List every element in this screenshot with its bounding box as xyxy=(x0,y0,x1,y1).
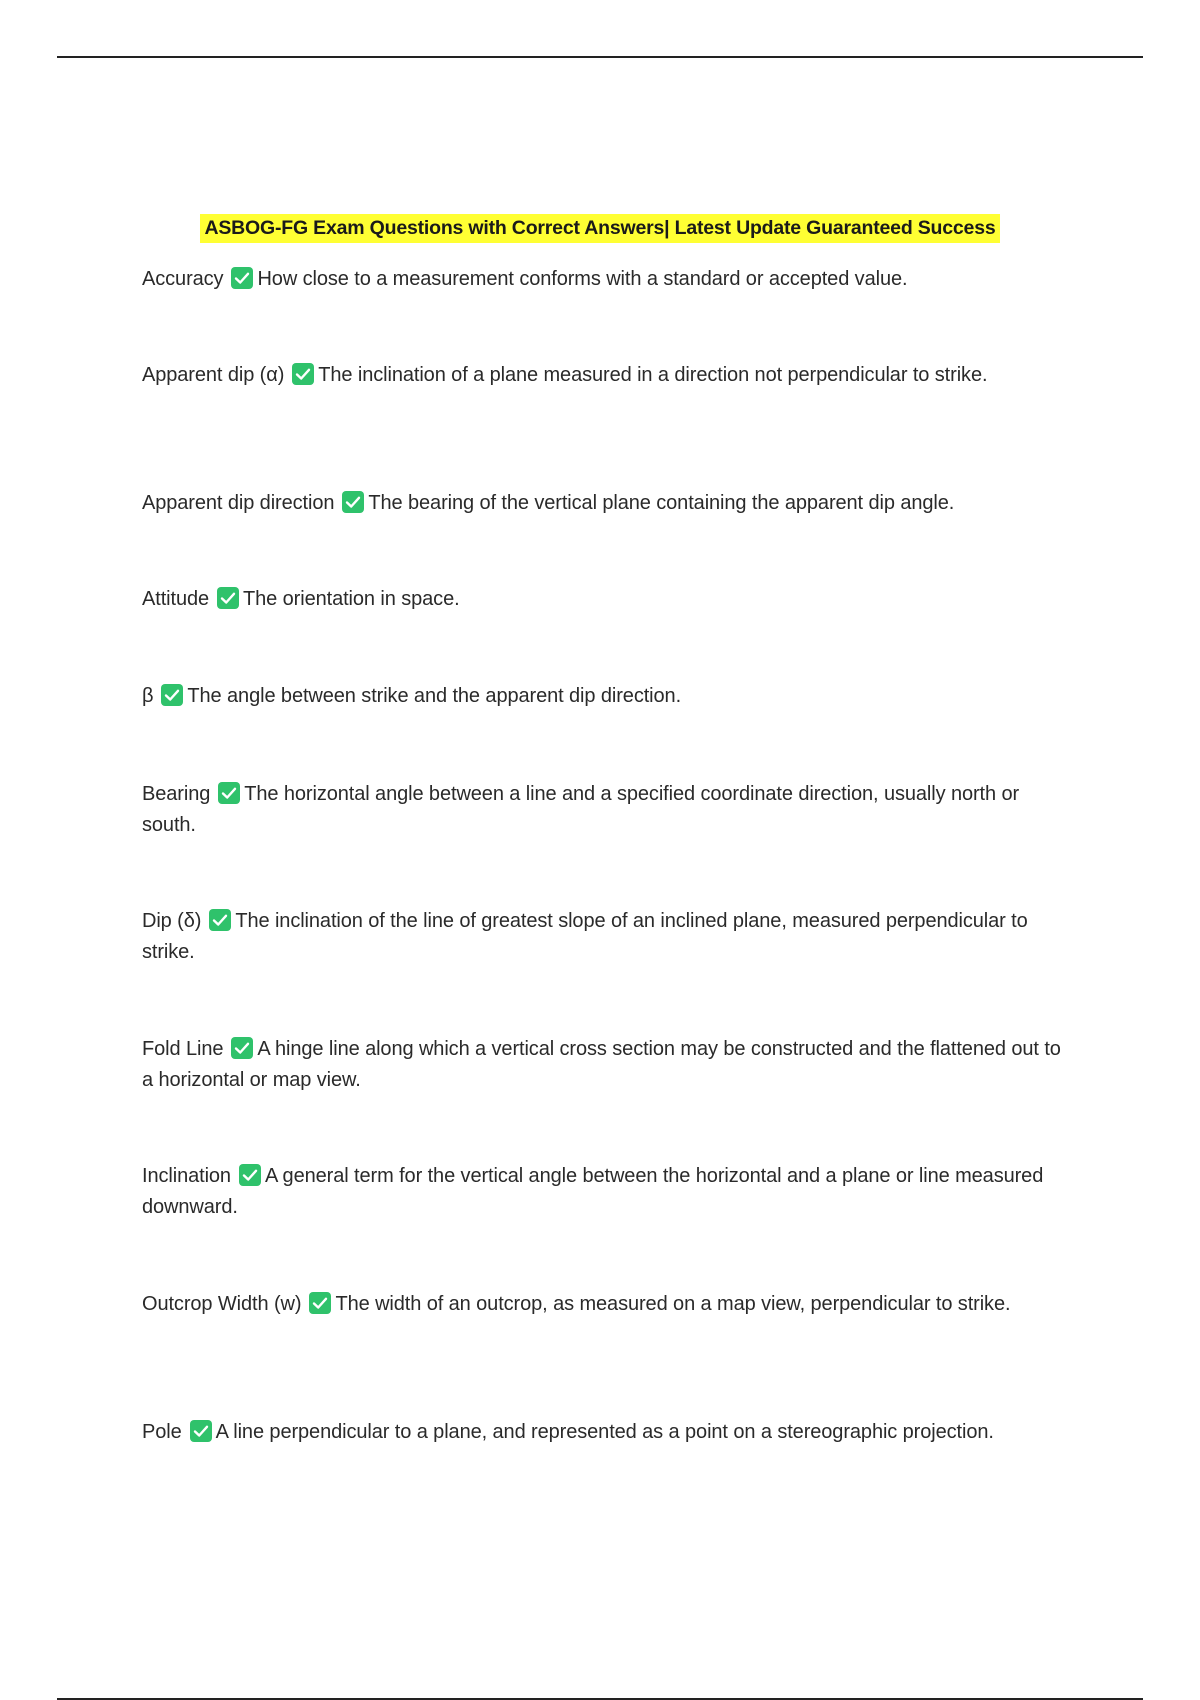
entry-definition: The width of an outcrop, as measured on a map view, perpendicular to strike. xyxy=(335,1293,1011,1315)
glossary-entry xyxy=(142,488,1062,519)
entry-term: Attitude xyxy=(142,588,210,610)
entry-term: Fold Line xyxy=(142,1038,224,1060)
check-mark-icon xyxy=(292,363,314,385)
check-mark-icon xyxy=(190,1420,212,1442)
glossary-entry xyxy=(142,264,1062,295)
entry-term: Inclination xyxy=(142,1165,231,1187)
check-mark-icon xyxy=(231,1037,253,1059)
check-mark-icon xyxy=(342,491,364,513)
check-mark-icon xyxy=(309,1292,331,1314)
entry-definition: The inclination of the line of greatest slope of an inclined plane, measured perpendicular to strike. xyxy=(142,910,1028,963)
glossary-entry xyxy=(142,1161,1062,1223)
entry-definition: The angle between strike and the apparent dip direction. xyxy=(187,685,682,707)
title-container xyxy=(0,214,1200,243)
entry-definition: A general term for the vertical angle between the horizontal and a plane or line measured downward. xyxy=(142,1165,1044,1218)
entry-term: Dip (δ) xyxy=(142,910,202,932)
entry-definition: The horizontal angle between a line and a specified coordinate direction, usually north or south. xyxy=(142,783,1020,836)
entry-definition: The bearing of the vertical plane containing the apparent dip angle. xyxy=(368,492,955,514)
header-rule xyxy=(57,56,1143,58)
check-mark-icon xyxy=(239,1164,261,1186)
entry-definition: A hinge line along which a vertical cross section may be constructed and the flattened out to a horizontal or map view. xyxy=(142,1038,1061,1091)
entry-definition: How close to a measurement conforms with a standard or accepted value. xyxy=(257,268,908,290)
glossary-entry xyxy=(142,584,1062,615)
entry-definition: The orientation in space. xyxy=(243,588,460,610)
check-mark-icon xyxy=(209,909,231,931)
glossary-entry xyxy=(142,1289,1062,1320)
entry-term: Outcrop Width (w) xyxy=(142,1293,302,1315)
check-mark-icon xyxy=(231,267,253,289)
entry-definition: A line perpendicular to a plane, and represented as a point on a stereographic projection. xyxy=(215,1421,994,1443)
entry-term: Accuracy xyxy=(142,268,224,290)
glossary-entry xyxy=(142,681,1062,712)
entry-term: Pole xyxy=(142,1421,182,1443)
glossary-entry xyxy=(142,1417,1062,1448)
glossary-entry xyxy=(142,779,1062,841)
check-mark-icon xyxy=(161,684,183,706)
document-title: ASBOG-FG Exam Questions with Correct Answers| Latest Update Guaranteed Success xyxy=(200,214,999,243)
glossary-entry xyxy=(142,906,1062,968)
glossary-entry xyxy=(142,1034,1062,1096)
entry-term: Bearing xyxy=(142,783,211,805)
glossary-entry xyxy=(142,360,1062,391)
entry-term: β xyxy=(142,685,154,707)
check-mark-icon xyxy=(218,782,240,804)
entry-term: Apparent dip direction xyxy=(142,492,335,514)
entry-definition: The inclination of a plane measured in a direction not perpendicular to strike. xyxy=(318,364,988,386)
entry-term: Apparent dip (α) xyxy=(142,364,285,386)
check-mark-icon xyxy=(217,587,239,609)
